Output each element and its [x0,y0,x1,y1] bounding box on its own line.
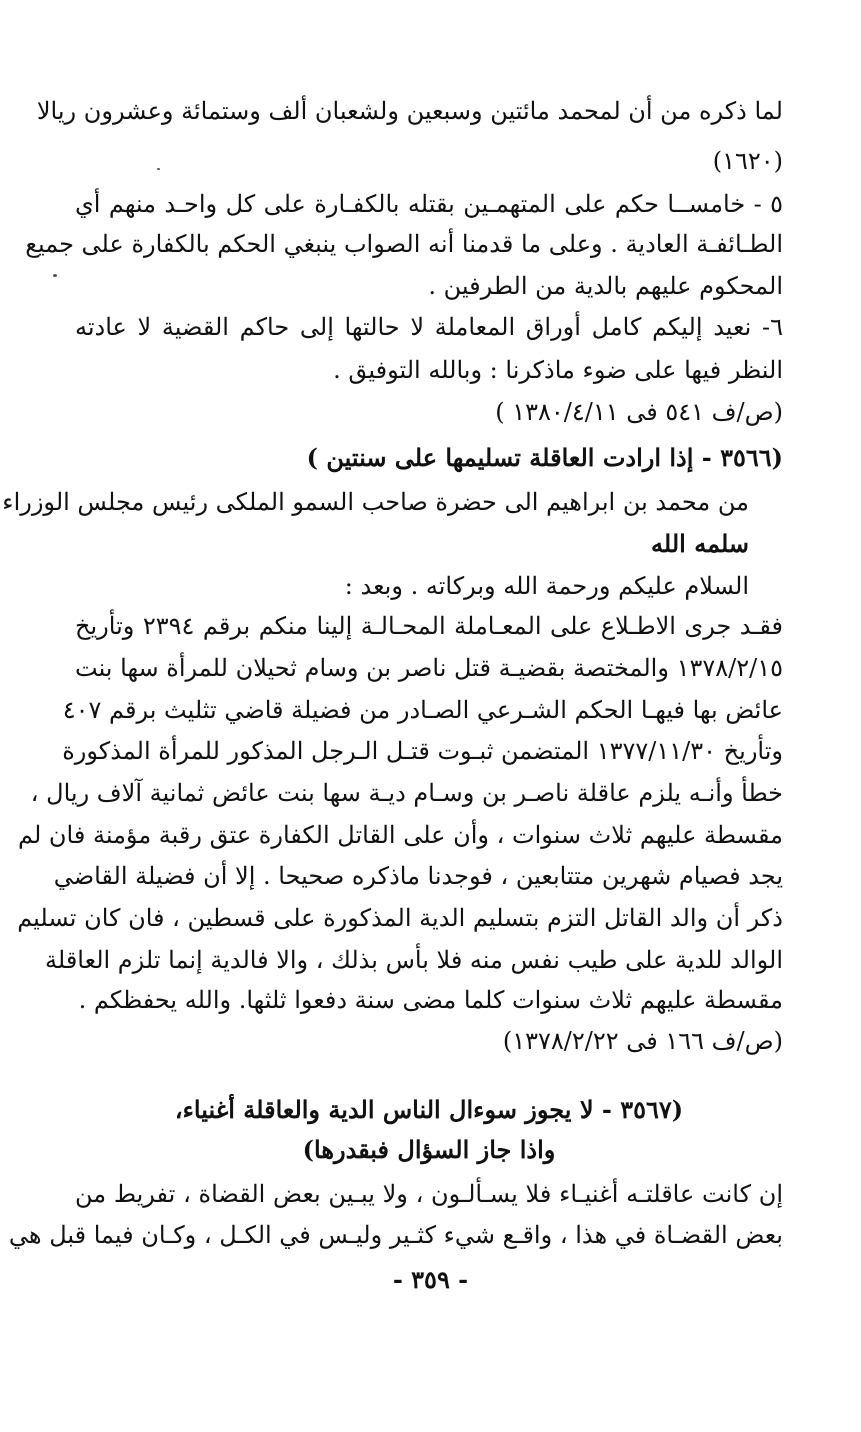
text-line: مقسطة عليهم ثلاث سنوات ، وأن على القاتل الكفارة عتق رقبة مؤمنة فان لم [18,821,783,849]
reference-citation: (ص/ف ١٦٦ فى ١٣٧٨/٢/٢٢) [502,1027,783,1055]
text-line: عائض بها فيهـا الحكم الشـرعي الصـادر من فضيلة قاضي تثليث برقم ٤٠٧ [62,696,783,724]
text-line: ٥ - خامســا حكم على المتهمـين بقتله بالكفـارة على كل واحـد منهم أي [75,190,783,218]
amount-note: (١٦٢٠) [712,147,783,175]
text-line: فقـد جرى الاطـلاع على المعـاملة المحـالـة إلينا منكم برقم ٢٣٩٤ وتأريخ [75,612,783,640]
text-line: مقسطة عليهم ثلاث سنوات كلما مضى سنة دفعوا ثلثها. والله يحفظكم . [78,986,783,1014]
text-line: ٦- نعيد إليكم كامل أوراق المعاملة لا حالتها إلى حاكم القضية لا عادته [75,313,783,341]
text-line: الطـائفـة العادية . وعلى ما قدمنا أنه الصواب ينبغي الحكم بالكفارة على جميع [25,230,783,258]
text-line: ١٣٧٨/٢/١٥ والمختصة بقضيـة قتل ناصر بن وسام ثحيلان للمرأة سها بنت [75,654,783,682]
text-line: إن كانت عاقلتـه أغنيـاء فلا يسـألـون ، ولا يبـين بعض القضاة ، تفريط من [75,1180,783,1208]
text-line: النظر فيها على ضوء ماذكرنا : وبالله التوفيق . [333,356,783,384]
scan-speck [53,274,57,277]
reference-citation: (ص/ف ٥٤١ فى ١٣٨٠/٤/١١ ) [495,398,783,426]
text-line: بعض القضـاة في هذا ، واقـع شيء كثـير وليـس في الكـل ، وكـان فيما قبل هي [8,1221,783,1249]
scan-speck [157,168,160,170]
text-line: خطأ وأنـه يلزم عاقلة ناصـر بن وسـام ديـة سها بنت عائض ثمانية آلاف ريال ، [30,779,783,807]
text-line: ذكر أن والد القاتل التزم بتسليم الدية المذكورة على قسطين ، فان كان تسليم [17,904,783,932]
section-heading: (٣٥٦٦ - إذا ارادت العاقلة تسليمها على سنتين ) [306,443,783,472]
text-line: الوالد للدية على طيب نفس منه فلا بأس بذلك ، والا فالدية إنما تلزم العاقلة [45,946,783,974]
text-line: لما ذكره من أن لمحمد مائتين وسبعين ولشعبان ألف وستمائة وعشرون ريالا [36,97,783,125]
text-line: من محمد بن ابراهيم الى حضرة صاحب السمو الملكى رئيس مجلس الوزراء [2,488,749,516]
text-line: يجد فصيام شهرين متتابعين ، فوجدنا ماذكره صحيحا . إلا أن فضيلة القاضي [53,862,783,890]
page-number: - ٣٥٩ - [392,1265,469,1294]
salutation: سلمه الله [651,529,749,558]
text-line: المحكوم عليهم بالدية من الطرفين . [428,272,783,300]
text-line: وتأريخ ١٣٧٧/١١/٣٠ المتضمن ثبـوت قتـل الـرجل المذكور للمرأة المذكورة [62,737,783,765]
greeting: السلام عليكم ورحمة الله وبركاته . وبعد : [344,572,749,600]
section-heading: (٣٥٦٧ - لا يجوز سوءال الناس الدية والعاقلة أغنياء، [174,1095,684,1124]
section-heading: واذا جاز السؤال فبقدرها) [302,1135,556,1164]
